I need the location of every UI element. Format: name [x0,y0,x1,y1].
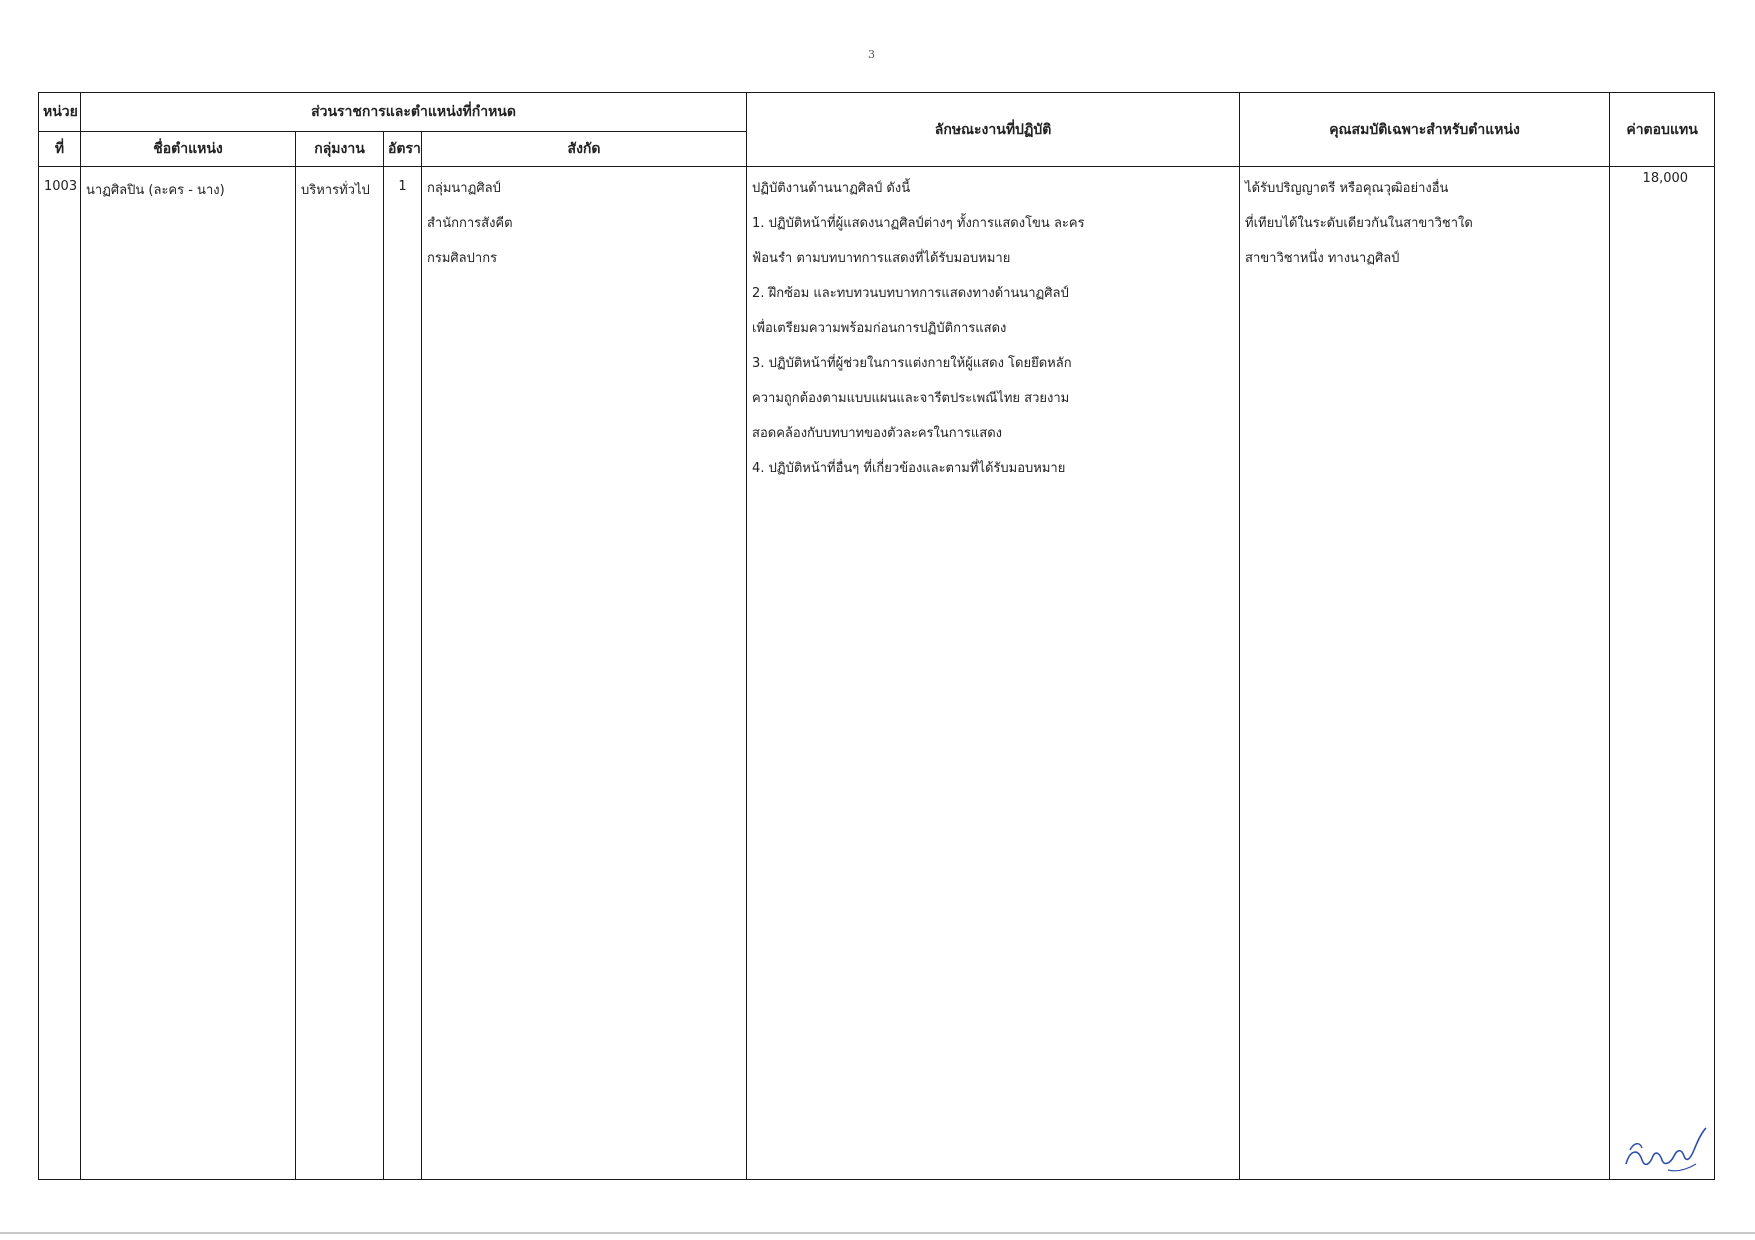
affiliation-line: กลุ่มนาฏศิลป์ [427,181,501,196]
qualification-line: สาขาวิชาหนึ่ง ทางนาฏศิลป์ [1245,251,1400,266]
compensation: 18,000 [1642,171,1689,186]
work-group-cell [296,167,384,1180]
job-description-line: ปฏิบัติงานด้านนาฏศิลป์ ดังนี้ [752,181,911,196]
position-name: นาฏศิลปิน (ละคร - นาง) [86,183,225,198]
header-job-description: ลักษณะงานที่ปฏิบัติ [747,93,1240,167]
header-unit-line1: หน่วย [43,104,78,120]
rate: 1 [398,179,407,194]
header-affiliation: สังกัด [422,132,747,167]
job-description-line: เพื่อเตรียมความพร้อมก่อนการปฏิบัติการแสดง [752,321,1007,336]
job-description-line: 1. ปฏิบัติหน้าที่ผู้แสดงนาฏศิลป์ต่างๆ ทั้งการแสดงโขน ละคร [752,216,1085,231]
header-qualifications: คุณสมบัติเฉพาะสำหรับตำแหน่ง [1240,93,1610,167]
header-work-group: กลุ่มงาน [296,132,384,167]
job-description-line: 4. ปฏิบัติหน้าที่อื่นๆ ที่เกี่ยวข้องและตามที่ได้รับมอบหมาย [752,461,1066,476]
table-row [39,167,1715,1180]
header-unit-line2: ที่ [39,132,81,167]
header-position-name: ชื่อตำแหน่ง [81,132,296,167]
job-description-line: 3. ปฏิบัติหน้าที่ผู้ช่วยในการแต่งกายให้ผู้แสดง โดยยึดหลัก [752,356,1072,371]
affiliation-cell [422,167,747,1180]
job-description-line: 2. ฝึกซ้อม และทบทวนบทบาทการแสดงทางด้านนาฏศิลป์ [752,286,1069,301]
job-description-cell [747,167,1240,1180]
handwritten-signature [1620,1120,1710,1184]
compensation-cell [1610,167,1715,1180]
position-table [38,92,1715,1180]
page-number: 3 [868,48,875,61]
header-compensation: ค่าตอบแทน [1610,93,1715,167]
qualification-line: ที่เทียบได้ในระดับเดียวกันในสาขาวิชาใด [1245,216,1473,231]
work-group: บริหารทั่วไป [301,183,370,198]
job-description-line: สอดคล้องกับบทบาทของตัวละครในการแสดง [752,426,1003,441]
affiliation-line: สำนักการสังคีต [427,216,513,231]
header-group: ส่วนราชการและตำแหน่งที่กำหนด [81,93,747,132]
position-name-cell [81,167,296,1180]
page-bottom-rule [0,1232,1755,1234]
header-rate: อัตรา [384,132,422,167]
unit-number-cell [39,167,81,1180]
rate-cell [384,167,422,1180]
job-description-line: ฟ้อนรำ ตามบทบาทการแสดงที่ได้รับมอบหมาย [752,251,1011,266]
unit-number: 1003 [44,179,78,194]
job-description-line: ความถูกต้องตามแบบแผนและจารีตประเพณีไทย สวยงาม [752,391,1070,406]
affiliation-line: กรมศิลปากร [427,251,498,266]
qualification-line: ได้รับปริญญาตรี หรือคุณวุฒิอย่างอื่น [1245,181,1449,196]
qualifications-cell [1240,167,1610,1180]
header-unit [39,93,81,132]
